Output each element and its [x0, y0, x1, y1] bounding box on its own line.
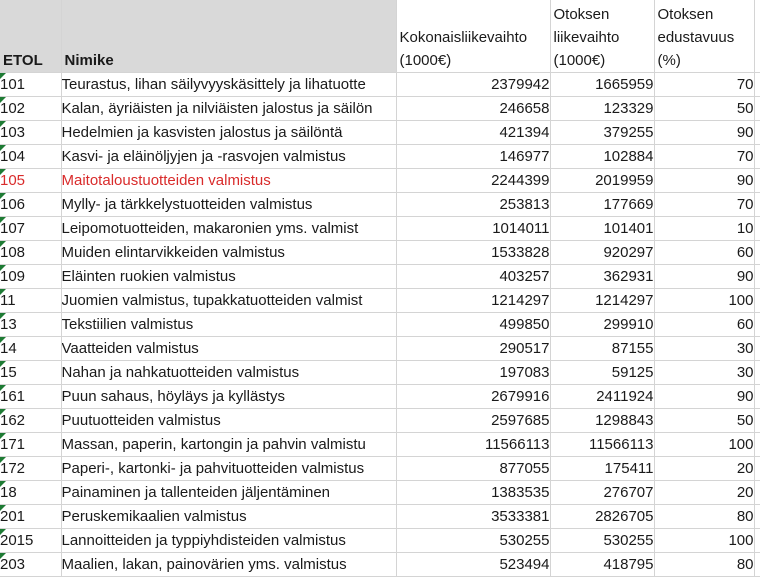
- header-kokonaisliikevaihto[interactable]: [396, 0, 550, 73]
- extra-cell[interactable]: [754, 289, 760, 313]
- extra-cell[interactable]: [754, 73, 760, 97]
- nimike-cell[interactable]: Maalien, lakan, painovärien yms. valmistus: [61, 553, 396, 577]
- edustavuus-cell[interactable]: 100: [654, 433, 754, 457]
- nimike-cell[interactable]: Painaminen ja tallenteiden jäljentäminen: [61, 481, 396, 505]
- etol-code: 109: [0, 268, 26, 285]
- nimike-cell[interactable]: Eläinten ruokien valmistus: [61, 265, 396, 289]
- table-row: [0, 385, 760, 409]
- edustavuus-cell[interactable]: 50: [654, 97, 754, 121]
- otos-cell[interactable]: 2826705: [550, 505, 654, 529]
- table-row: [0, 481, 760, 505]
- etol-code: 108: [0, 244, 26, 261]
- etol-code: 201: [0, 508, 26, 525]
- number-as-text-indicator-icon: [0, 289, 6, 295]
- etol-cell[interactable]: [0, 169, 61, 193]
- number-as-text-indicator-icon: [0, 265, 6, 271]
- etol-code: 103: [0, 124, 26, 141]
- number-as-text-indicator-icon: [0, 481, 6, 487]
- number-as-text-indicator-icon: [0, 361, 6, 367]
- number-as-text-indicator-icon: [0, 241, 6, 247]
- table-row: [0, 217, 760, 241]
- table-row: [0, 337, 760, 361]
- otos-cell[interactable]: 102884: [550, 145, 654, 169]
- number-as-text-indicator-icon: [0, 121, 6, 127]
- header-otos-line-1: Otoksen: [553, 6, 610, 23]
- table-row: [0, 313, 760, 337]
- number-as-text-indicator-icon: [0, 457, 6, 463]
- etol-code: 106: [0, 196, 26, 213]
- kokonais-cell[interactable]: 877055: [396, 457, 550, 481]
- extra-cell[interactable]: [754, 265, 760, 289]
- number-as-text-indicator-icon: [0, 505, 6, 511]
- nimike-cell[interactable]: Peruskemikaalien valmistus: [61, 505, 396, 529]
- etol-code: 107: [0, 220, 26, 237]
- etol-cell[interactable]: [0, 73, 61, 97]
- header-row: [0, 0, 760, 73]
- table-row: [0, 169, 760, 193]
- extra-cell[interactable]: [754, 433, 760, 457]
- edustavuus-cell[interactable]: 90: [654, 385, 754, 409]
- extra-cell[interactable]: [754, 145, 760, 169]
- header-otoksen-edustavuus[interactable]: [654, 0, 754, 73]
- otos-cell[interactable]: 362931: [550, 265, 654, 289]
- edustavuus-cell[interactable]: 60: [654, 241, 754, 265]
- number-as-text-indicator-icon: [0, 553, 6, 559]
- nimike-cell[interactable]: Tekstiilien valmistus: [61, 313, 396, 337]
- extra-cell[interactable]: [754, 241, 760, 265]
- otos-cell[interactable]: 2411924: [550, 385, 654, 409]
- table-row: [0, 289, 760, 313]
- edustavuus-cell[interactable]: 50: [654, 409, 754, 433]
- edustavuus-cell[interactable]: 80: [654, 553, 754, 577]
- otos-cell[interactable]: 123329: [550, 97, 654, 121]
- number-as-text-indicator-icon: [0, 385, 6, 391]
- extra-cell[interactable]: [754, 169, 760, 193]
- kokonais-cell[interactable]: 11566113: [396, 433, 550, 457]
- header-extra-column[interactable]: [754, 0, 760, 73]
- nimike-cell[interactable]: Paperi-, kartonki- ja pahvituotteiden valmistus: [61, 457, 396, 481]
- etol-code: 105: [0, 172, 26, 189]
- number-as-text-indicator-icon: [0, 409, 6, 415]
- otos-cell[interactable]: 1298843: [550, 409, 654, 433]
- etol-cell[interactable]: [0, 145, 61, 169]
- nimike-cell[interactable]: Kalan, äyriäisten ja nilviäisten jalostus ja säilön: [61, 97, 396, 121]
- extra-cell[interactable]: [754, 337, 760, 361]
- header-etol[interactable]: ETOL: [0, 0, 61, 73]
- extra-cell[interactable]: [754, 313, 760, 337]
- number-as-text-indicator-icon: [0, 433, 6, 439]
- edustavuus-cell[interactable]: 100: [654, 289, 754, 313]
- otos-cell[interactable]: 2019959: [550, 169, 654, 193]
- etol-code: 203: [0, 556, 26, 573]
- otos-cell[interactable]: 101401: [550, 217, 654, 241]
- edustavuus-cell[interactable]: 30: [654, 361, 754, 385]
- otos-cell[interactable]: 87155: [550, 337, 654, 361]
- kokonais-cell[interactable]: 530255: [396, 529, 550, 553]
- extra-cell[interactable]: [754, 121, 760, 145]
- table-body: [0, 73, 760, 577]
- nimike-cell[interactable]: Juomien valmistus, tupakkatuotteiden valmist: [61, 289, 396, 313]
- extra-cell[interactable]: [754, 385, 760, 409]
- edustavuus-cell[interactable]: 70: [654, 145, 754, 169]
- table-row: [0, 121, 760, 145]
- etol-cell[interactable]: [0, 385, 61, 409]
- kokonais-cell[interactable]: 197083: [396, 361, 550, 385]
- header-edustavuus-line-3: (%): [657, 52, 681, 69]
- etol-cell[interactable]: [0, 121, 61, 145]
- kokonais-cell[interactable]: 253813: [396, 193, 550, 217]
- kokonais-cell[interactable]: 421394: [396, 121, 550, 145]
- otos-cell[interactable]: 299910: [550, 313, 654, 337]
- extra-cell[interactable]: [754, 409, 760, 433]
- edustavuus-cell[interactable]: 70: [654, 193, 754, 217]
- etol-cell[interactable]: [0, 217, 61, 241]
- kokonais-cell[interactable]: 1214297: [396, 289, 550, 313]
- kokonais-cell[interactable]: 246658: [396, 97, 550, 121]
- table-row: [0, 265, 760, 289]
- otos-cell[interactable]: 175411: [550, 457, 654, 481]
- number-as-text-indicator-icon: [0, 313, 6, 319]
- extra-cell[interactable]: [754, 217, 760, 241]
- extra-cell[interactable]: [754, 97, 760, 121]
- header-edustavuus-line-2: edustavuus: [657, 29, 735, 46]
- header-kokonais-line-1: Kokonaisliikevaihto: [399, 29, 528, 46]
- etol-cell[interactable]: [0, 265, 61, 289]
- etol-cell[interactable]: [0, 337, 61, 361]
- edustavuus-cell[interactable]: 90: [654, 121, 754, 145]
- header-otoksen-liikevaihto[interactable]: [550, 0, 654, 73]
- etol-code: 172: [0, 460, 26, 477]
- nimike-cell[interactable]: Lannoitteiden ja typpiyhdisteiden valmistus: [61, 529, 396, 553]
- kokonais-cell[interactable]: 2244399: [396, 169, 550, 193]
- etol-cell[interactable]: [0, 481, 61, 505]
- extra-cell[interactable]: [754, 481, 760, 505]
- etol-cell[interactable]: [0, 193, 61, 217]
- otos-cell[interactable]: 530255: [550, 529, 654, 553]
- header-edustavuus-line-1: Otoksen: [657, 6, 714, 23]
- edustavuus-cell[interactable]: 30: [654, 337, 754, 361]
- table-row: [0, 193, 760, 217]
- etol-code: 171: [0, 436, 26, 453]
- table-row: [0, 145, 760, 169]
- edustavuus-cell[interactable]: 90: [654, 265, 754, 289]
- header-otos-line-2: liikevaihto: [553, 29, 620, 46]
- etol-cell[interactable]: [0, 241, 61, 265]
- nimike-cell[interactable]: Hedelmien ja kasvisten jalostus ja säilöntä: [61, 121, 396, 145]
- edustavuus-cell[interactable]: 90: [654, 169, 754, 193]
- edustavuus-cell[interactable]: 20: [654, 457, 754, 481]
- kokonais-cell[interactable]: 2679916: [396, 385, 550, 409]
- etol-code: 101: [0, 76, 26, 93]
- otos-cell[interactable]: 920297: [550, 241, 654, 265]
- extra-cell[interactable]: [754, 193, 760, 217]
- etol-cell[interactable]: [0, 529, 61, 553]
- etol-cell[interactable]: [0, 433, 61, 457]
- kokonais-cell[interactable]: 3533381: [396, 505, 550, 529]
- number-as-text-indicator-icon: [0, 193, 6, 199]
- etol-cell[interactable]: [0, 409, 61, 433]
- etol-code: 13: [0, 316, 17, 333]
- etol-code: 161: [0, 388, 26, 405]
- otos-cell[interactable]: 11566113: [550, 433, 654, 457]
- edustavuus-cell[interactable]: 10: [654, 217, 754, 241]
- nimike-cell[interactable]: Puutuotteiden valmistus: [61, 409, 396, 433]
- table-row: [0, 97, 760, 121]
- header-nimike[interactable]: Nimike: [61, 0, 396, 73]
- etol-cell[interactable]: [0, 313, 61, 337]
- edustavuus-cell[interactable]: 80: [654, 505, 754, 529]
- kokonais-cell[interactable]: 403257: [396, 265, 550, 289]
- kokonais-cell[interactable]: 2379942: [396, 73, 550, 97]
- otos-cell[interactable]: 177669: [550, 193, 654, 217]
- nimike-cell[interactable]: Teurastus, lihan säilyvyyskäsittely ja lihatuotte: [61, 73, 396, 97]
- etol-code: 104: [0, 148, 26, 165]
- otos-cell[interactable]: 276707: [550, 481, 654, 505]
- kokonais-cell[interactable]: 146977: [396, 145, 550, 169]
- table-row: [0, 457, 760, 481]
- number-as-text-indicator-icon: [0, 169, 6, 175]
- number-as-text-indicator-icon: [0, 337, 6, 343]
- edustavuus-cell[interactable]: 20: [654, 481, 754, 505]
- nimike-cell[interactable]: Vaatteiden valmistus: [61, 337, 396, 361]
- nimike-cell[interactable]: Maitotaloustuotteiden valmistus: [61, 169, 396, 193]
- otos-cell[interactable]: 1665959: [550, 73, 654, 97]
- etol-code: 11: [0, 292, 16, 309]
- table-row: [0, 409, 760, 433]
- kokonais-cell[interactable]: 1383535: [396, 481, 550, 505]
- extra-cell[interactable]: [754, 457, 760, 481]
- etol-code: 102: [0, 100, 26, 117]
- table-row: [0, 241, 760, 265]
- number-as-text-indicator-icon: [0, 97, 6, 103]
- kokonais-cell[interactable]: 523494: [396, 553, 550, 577]
- number-as-text-indicator-icon: [0, 73, 6, 79]
- header-otos-line-3: (1000€): [553, 52, 606, 69]
- otos-cell[interactable]: 59125: [550, 361, 654, 385]
- nimike-cell[interactable]: Mylly- ja tärkkelystuotteiden valmistus: [61, 193, 396, 217]
- otos-cell[interactable]: 418795: [550, 553, 654, 577]
- kokonais-cell[interactable]: 290517: [396, 337, 550, 361]
- nimike-cell[interactable]: Muiden elintarvikkeiden valmistus: [61, 241, 396, 265]
- nimike-cell[interactable]: Puun sahaus, höyläys ja kyllästys: [61, 385, 396, 409]
- etol-cell[interactable]: [0, 97, 61, 121]
- edustavuus-cell[interactable]: 60: [654, 313, 754, 337]
- kokonais-cell[interactable]: 2597685: [396, 409, 550, 433]
- etol-code: 162: [0, 412, 26, 429]
- number-as-text-indicator-icon: [0, 217, 6, 223]
- extra-cell[interactable]: [754, 529, 760, 553]
- table-row: [0, 433, 760, 457]
- edustavuus-cell[interactable]: 100: [654, 529, 754, 553]
- kokonais-cell[interactable]: 1014011: [396, 217, 550, 241]
- nimike-cell[interactable]: Nahan ja nahkatuotteiden valmistus: [61, 361, 396, 385]
- nimike-cell[interactable]: Massan, paperin, kartongin ja pahvin valmistu: [61, 433, 396, 457]
- table-row: [0, 529, 760, 553]
- table-row: [0, 361, 760, 385]
- etol-code: 18: [0, 484, 17, 501]
- header-kokonais-line-2: (1000€): [399, 52, 452, 69]
- otos-cell[interactable]: 379255: [550, 121, 654, 145]
- extra-cell[interactable]: [754, 505, 760, 529]
- kokonais-cell[interactable]: 1533828: [396, 241, 550, 265]
- table-row: [0, 73, 760, 97]
- edustavuus-cell[interactable]: 70: [654, 73, 754, 97]
- nimike-cell[interactable]: Kasvi- ja eläinöljyjen ja -rasvojen valmistus: [61, 145, 396, 169]
- otos-cell[interactable]: 1214297: [550, 289, 654, 313]
- etol-cell[interactable]: [0, 457, 61, 481]
- etol-cell[interactable]: [0, 361, 61, 385]
- etol-code: 15: [0, 364, 17, 381]
- extra-cell[interactable]: [754, 361, 760, 385]
- number-as-text-indicator-icon: [0, 145, 6, 151]
- nimike-cell[interactable]: Leipomotuotteiden, makaronien yms. valmist: [61, 217, 396, 241]
- number-as-text-indicator-icon: [0, 529, 6, 535]
- etol-cell[interactable]: [0, 505, 61, 529]
- etol-cell[interactable]: [0, 289, 61, 313]
- table-row: [0, 505, 760, 529]
- etol-code: 2015: [0, 532, 34, 549]
- etol-code: 14: [0, 340, 17, 357]
- kokonais-cell[interactable]: 499850: [396, 313, 550, 337]
